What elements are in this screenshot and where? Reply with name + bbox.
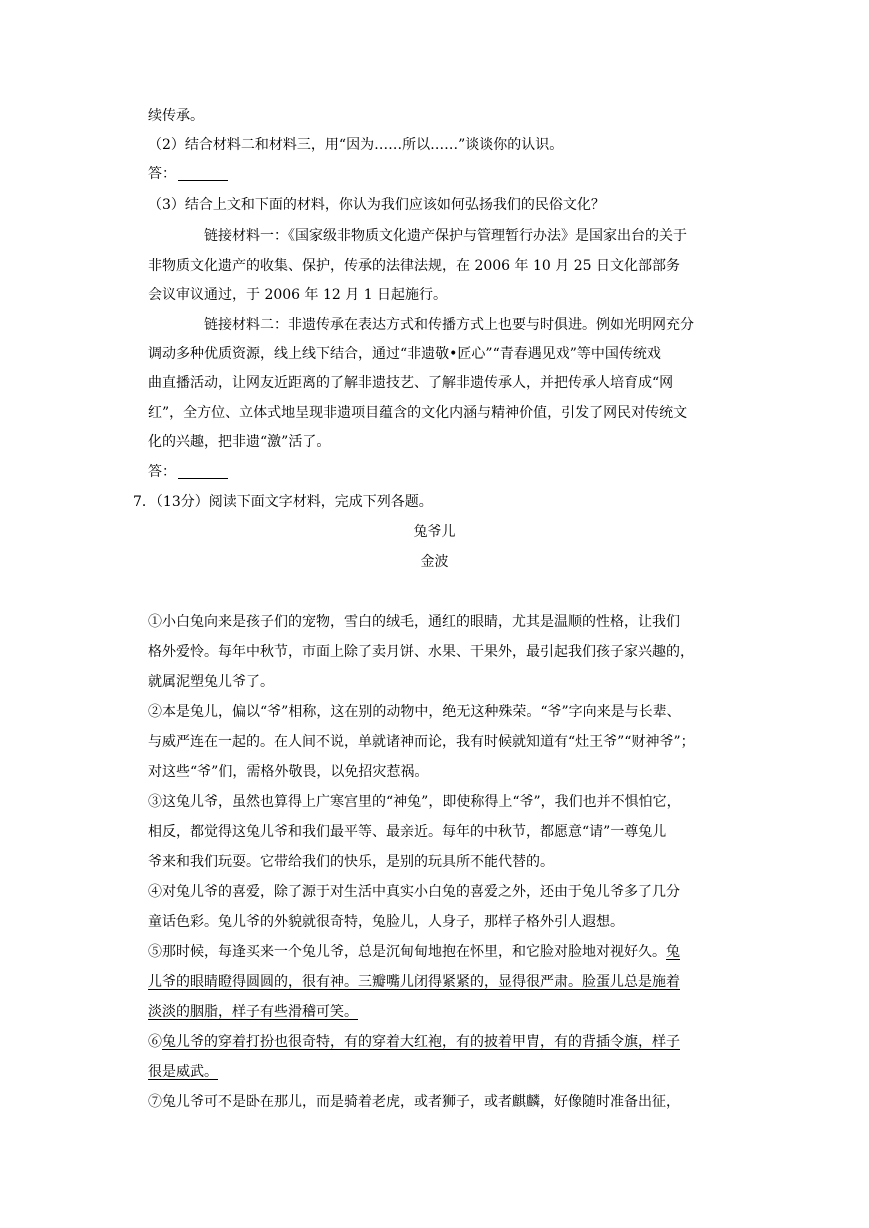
question-2: （2）结合材料二和材料三，用“因为……所以……”谈谈你的认识。: [148, 137, 564, 153]
answer-line-3: [148, 462, 228, 482]
answer-line-2: [148, 164, 228, 184]
link-material-2-line: 曲直播活动，让网友近距离的了解非遗技艺、了解非遗传承人，并把传承人培育成“网: [148, 375, 674, 391]
link-material-1-line: 非物质文化遗产的收集、保护，传承的法律法规，在 2006 年 10 月 25 日文化部部务: [148, 258, 680, 274]
paragraph-number: ⑥: [148, 1034, 162, 1050]
underlined-line: 儿爷的眼睛瞪得圆圆的，很有神。三瓣嘴儿闭得紧紧的，显得很严肃。脸蛋儿总是施着: [148, 974, 680, 990]
paragraph-line: 相反，都觉得这兔儿爷和我们最平等、最亲近。每年的中秋节，都愿意“请”一尊兔儿: [148, 824, 667, 840]
answer-blank[interactable]: [178, 464, 228, 479]
link-material-2-line: 调动多种优质资源，线上线下结合，通过“非遗敬•匠心”“青春遇见戏”等中国传统戏: [148, 346, 661, 362]
paragraph-line: ⑦兔儿爷可不是卧在那儿，而是骑着老虎，或者狮子，或者麒麟，好像随时准备出征，: [148, 1094, 680, 1110]
link-material-1-line: 链接材料一：《国家级非物质文化遗产保护与管理暂行办法》是国家出台的关于: [204, 228, 687, 244]
paragraph-line: 与威严连在一起的。在人间不说，单就诸神而论，我有时候就知道有“灶王爷”“财神爷”；: [148, 734, 695, 750]
paragraph-line: 格外爱怜。每年中秋节，市面上除了卖月饼、水果、干果外，最引起我们孩子家兴趣的，: [148, 644, 694, 660]
link-material-2-line: 化的兴趣，把非遗“激”活了。: [148, 434, 331, 450]
answer-blank[interactable]: [178, 166, 228, 181]
underlined-sentence: 兔: [666, 944, 680, 960]
paragraph-line: 就属泥塑兔儿爷了。: [148, 674, 274, 690]
paragraph-line: 童话色彩。兔儿爷的外貌就很奇特，兔脸儿，人身子，那样子格外引人遐想。: [148, 914, 624, 930]
link-material-1-line: 会议审议通过，于 2006 年 12 月 1 日起施行。: [148, 287, 448, 303]
underlined-line: 很是威武。: [148, 1064, 218, 1080]
paragraph-line: [148, 942, 680, 962]
underlined-line: 淡淡的胭脂，样子有些滑稽可笑。: [148, 1004, 358, 1020]
answer-label: 答：: [148, 166, 176, 182]
paragraph-line: 对这些“爷”们，需格外敬畏，以免招灾惹祸。: [148, 764, 429, 780]
paragraph-line: ③这兔儿爷，虽然也算得上广寒宫里的“神兔”，即使称得上“爷”，我们也并不惧怕它，: [148, 794, 681, 810]
paragraph-line: ②本是兔儿，偏以“爷”相称，这在别的动物中，绝无这种殊荣。“爷”字向来是与长辈、: [148, 704, 681, 720]
underlined-sentence: 兔儿爷的穿着打扮也很奇特，有的穿着大红袍，有的披着甲胄，有的背插令旗，样子: [162, 1034, 680, 1050]
paragraph-line: 爷来和我们玩耍。它带给我们的快乐，是别的玩具所不能代替的。: [148, 854, 554, 870]
article-title: 兔爷儿: [413, 524, 456, 540]
paragraph-text: ⑤那时候，每逢买来一个兔儿爷，总是沉甸甸地抱在怀里，和它脸对脸地对视好久。: [148, 944, 666, 960]
paragraph-line: ①小白兔向来是孩子们的宠物，雪白的绒毛，通红的眼睛，尤其是温顺的性格，让我们: [148, 614, 680, 630]
link-material-2-line: 红”，全方位、立体式地呈现非遗项目蕴含的文化内涵与精神价值，引发了网民对传统文: [148, 405, 688, 421]
link-material-2-line: 链接材料二：非遗传承在表达方式和传播方式上也要与时俱进。例如光明网充分: [204, 317, 694, 333]
question-7-header: 7．（13分）阅读下面文字材料，完成下列各题。: [133, 494, 433, 510]
article-author: 金波: [420, 554, 449, 570]
paragraph-line: [148, 1032, 680, 1052]
answer-label: 答：: [148, 464, 176, 480]
text-line: 续传承。: [148, 108, 204, 124]
question-3: （3）结合上文和下面的材料，你认为我们应该如何弘扬我们的民俗文化？: [148, 197, 605, 213]
paragraph-line: ④对兔儿爷的喜爱，除了源于对生活中真实小白兔的喜爱之外，还由于兔儿爷多了几分: [148, 884, 680, 900]
